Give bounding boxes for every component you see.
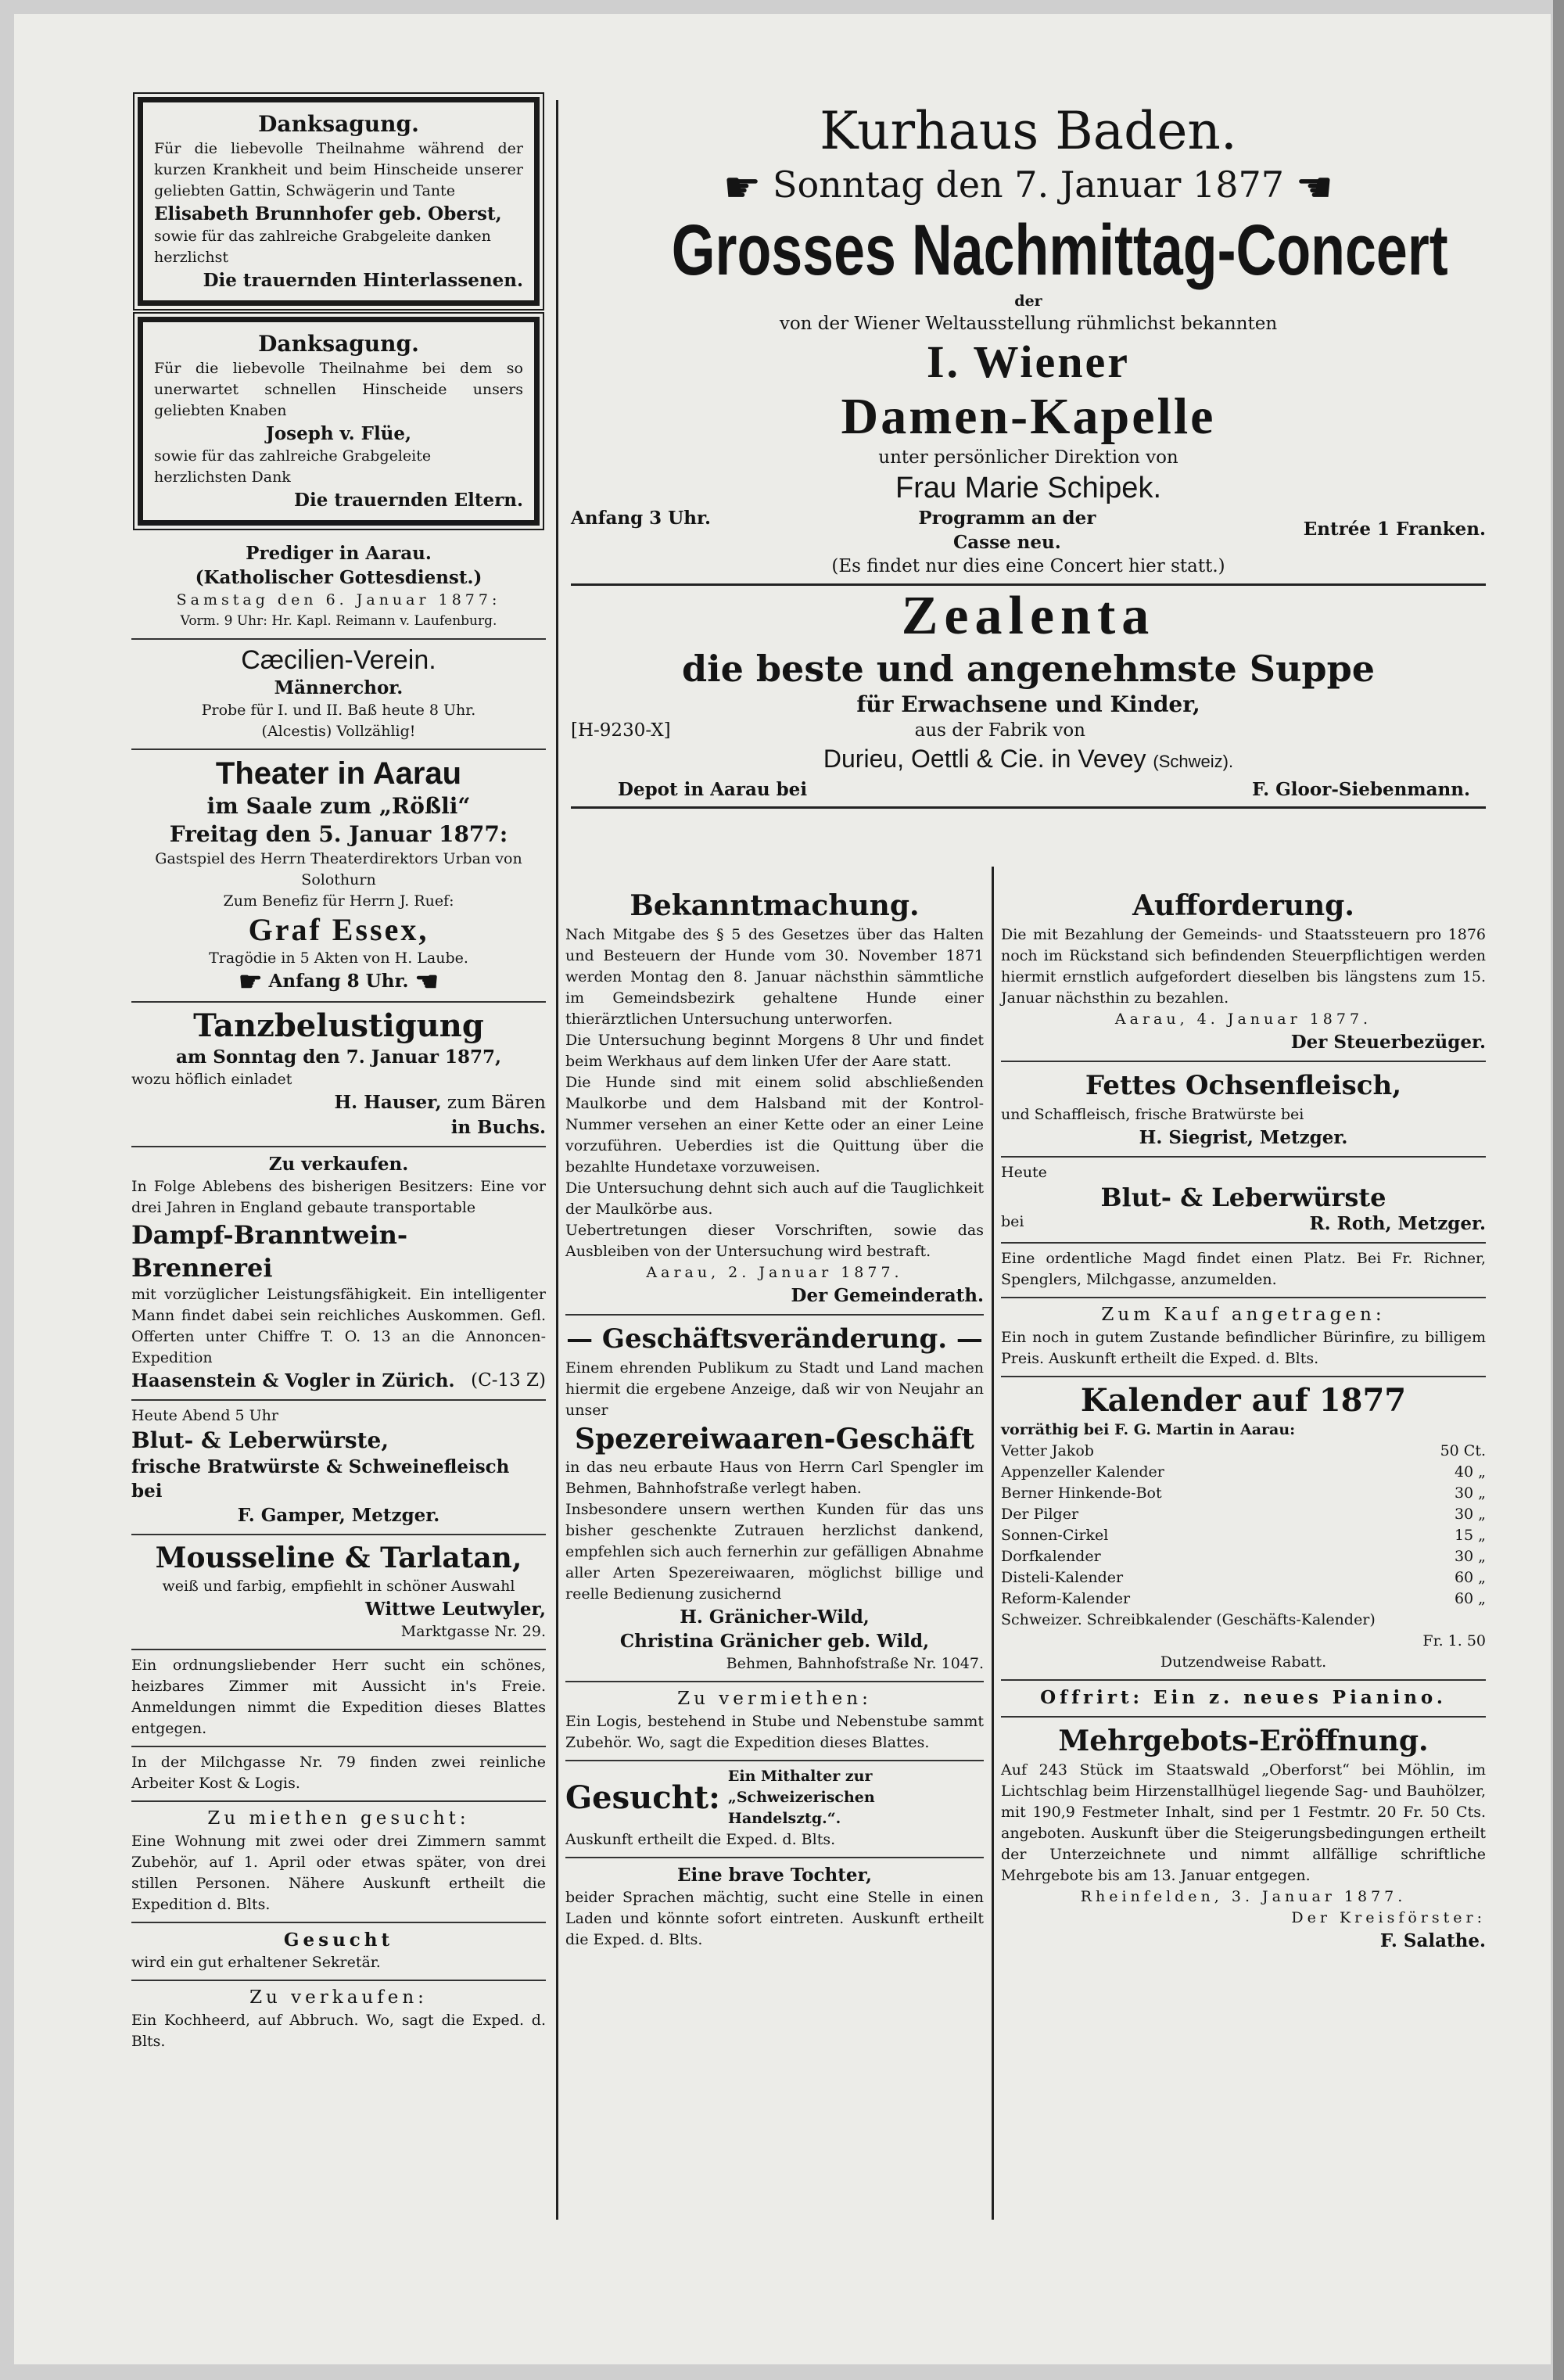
kalender-item-price: 60 „ [1454,1590,1486,1607]
magd-ad: Eine ordentliche Magd findet einen Platz. Bei Fr. Richner, Spenglers, Milchgasse, anzumelden. [1001,1244,1486,1298]
mousseline-title: Mousseline & Tarlatan, [155,1541,522,1574]
kalender-footer: Dutzendweise Rabatt. [1160,1653,1327,1671]
kalender-item-name: Sonnen-Cirkel [1001,1527,1109,1544]
dank2-title: Danksagung. [258,331,419,357]
auff-body: Die mit Bezahlung der Gemeinds- und Staatssteuern pro 1876 noch im Rückstand sich befindenden Steuerpflichtigen werden hiermit ernstlich aufgefordert dieselben bis längstens zum 15. Januar nächsthin zu bezahlen. [1001,926,1486,1007]
kalender-item [1001,1441,1486,1462]
theater-title: Theater in Aarau [215,756,462,791]
verkaufen1-title: Zu verkaufen. [268,1153,409,1175]
dank2-body: Für die liebevolle Theilnahme bei dem so unerwartet schnellen Hinscheide unsers geliebten Knaben [154,360,523,419]
auff-title: Aufforderung. [1132,889,1354,922]
vermiethen-body: Ein Logis, bestehend in Stube und Nebenstube sammt Zubehör. Wo, sagt die Expedition dieses Blattes. [565,1713,984,1751]
concert-entry: Entrée 1 Franken. [1303,519,1486,540]
kalender-item-name: Berner Hinkende-Bot [1001,1484,1162,1502]
kalender-item-name: Reform-Kalender [1001,1590,1131,1607]
dank1-title: Danksagung. [258,111,419,137]
tanz-ad [131,1003,546,1147]
zealenta-line2: für Erwachsene und Kinder, [856,691,1200,717]
fett-title: Fettes Ochsenfleisch, [1085,1070,1402,1101]
right-page-edge [1553,0,1564,2380]
prediger-date: Samstag den 6. Januar 1877: [176,591,501,608]
kalender-item-price: 30 „ [1454,1506,1486,1523]
kalender-item-name: Vetter Jakob [1001,1442,1094,1459]
prediger-sub: (Katholischer Gottesdienst.) [195,567,482,588]
dank1-body: Für die liebevolle Theilnahme während der kurzen Krankheit und beim Hinscheide unserer geliebten Gattin, Schwägerin und Tante [154,140,523,199]
vermiethen-title: Zu vermiethen: [677,1689,872,1709]
kalender-ad [1001,1377,1486,1681]
mousseline-body: weiß und farbig, empfiehlt in schöner Auswahl [162,1577,515,1595]
auff-date: Aarau, 4. Januar 1877. [1114,1011,1372,1028]
bekannt-p4: Die Untersuchung dehnt sich auch auf die Tauglichkeit der Maulkörbe aus. [565,1179,984,1218]
zealenta-maker-loc: (Schweiz). [1153,752,1234,771]
dank1-sign: Die trauernden Hinterlassenen. [203,270,523,291]
concert-der: der [1014,293,1042,310]
concert-director: Frau Marie Schipek. [895,472,1161,504]
prediger-ad [131,537,546,640]
theater-ad [131,750,546,1003]
pointing-hand-left-icon: ☚ [414,966,439,998]
tochter-ad [565,1858,984,1957]
zealenta-line1: die beste und angenehmste Suppe [681,648,1376,690]
verkaufen1-ad [131,1147,546,1401]
kalender-item-price: 40 „ [1454,1463,1486,1481]
geschaeft-body: Einem ehrenden Publikum zu Stadt und Land machen hiermit die ergebene Anzeige, daß wir von Neujahr an unser [565,1359,984,1419]
concert-line2: unter persönlicher Direktion von [878,447,1178,468]
tochter-body: beider Sprachen mächtig, sucht eine Stelle in einen Laden und könnte sofort eintreten. Auskunft ertheilt die Exped. d. Blts. [565,1889,984,1948]
mehr-date: Rheinfelden, 3. Januar 1877. [1080,1888,1407,1905]
kalender-item-price: 50 Ct. [1440,1442,1486,1459]
column-rule-left [556,100,558,2220]
kalender-list [1001,1441,1486,1610]
tochter-title: Eine brave Tochter, [677,1865,872,1886]
theater-date: Freitag den 5. Januar 1877: [169,821,508,847]
kalender-item-price: 30 „ [1454,1548,1486,1565]
mehr-body: Auf 243 Stück im Staatswald „Oberforst“ bei Möhlin, im Lichtschlag beim Hirzenstallhügel liegende Sag- und Bauhölzer, mit 190,9 Festmeter Inhalt, sind per 1 Festmtr. 20 Fr. 50 Cts. angeboten. Auskunft über die Steigerungsbedingungen ertheilt der Unterzeichnete und nimmt allfällige schriftliche Mehrgebote bis am 13. Januar entgegen. [1001,1761,1486,1884]
mousseline-addr: Marktgasse Nr. 29. [400,1622,546,1640]
bekannt-sign: Der Gemeinderath. [791,1285,984,1306]
verkaufen1-firm: Haasenstein & Vogler in Zürich. [131,1369,455,1391]
kalender-item-price: 15 „ [1454,1527,1486,1544]
left-column [131,92,546,2059]
kalender-item-name: Appenzeller Kalender [1001,1463,1164,1481]
verkaufen1-code: (C-13 Z) [471,1369,546,1391]
dank-ad-1 [138,97,540,306]
kalender-line: vorräthig bei F. G. Martin in Aarau: [1001,1421,1296,1438]
fett-sign: H. Siegrist, Metzger. [1139,1127,1348,1148]
column-rule-right [992,867,994,2220]
tanz-line1: am Sonntag den 7. Januar 1877, [176,1046,501,1068]
roth-line1: Heute [1001,1164,1047,1181]
kalender-item-name: Dorfkalender [1001,1548,1101,1565]
gamper-ad [131,1401,546,1535]
bekannt-title: Bekanntmachung. [630,889,920,922]
prediger-title: Prediger in Aarau. [246,543,432,564]
mithalter-body: Ein Mithalter zur „Schweizerischen Handelsztg.“. [727,1768,875,1827]
mehr-sign1: Der Kreisförster: [1291,1909,1486,1926]
dank1-body2: sowie für das zahlreiche Grabgeleite danken herzlichst [154,228,491,266]
verkaufen2-body: Ein Kochheerd, auf Abbruch. Wo, sagt die Exped. d. Blts. [131,2011,546,2050]
dank-ad-2 [138,317,540,526]
dank2-name: Joseph v. Flüe, [265,423,412,444]
zealenta-title: Zealenta [901,586,1156,646]
kost-ad: In der Milchgasse Nr. 79 finden zwei reinliche Arbeiter Kost & Logis. [131,1747,546,1802]
caecilien-ad [131,640,546,750]
geschaeft-ad [565,1316,984,1682]
theater-benefit: Zum Benefiz für Herrn J. Ruef: [223,892,454,910]
theater-line1: Gastspiel des Herrn Theaterdirektors Urban von Solothurn [155,850,522,888]
theater-line2: Tragödie in 5 Akten von H. Laube. [209,949,468,967]
mehr-sign2: F. Salathe. [1379,1930,1486,1951]
concert-program2: Casse neu. [952,532,1061,553]
concert-venue: Kurhaus Baden. [820,101,1237,161]
bekannt-body: Nach Mitgabe des § 5 des Gesetzes über das Halten und Besteuern der Hunde vom 30. November 1871 werden Montag den 8. Januar nächsthin sämmtliche im Gemeindsbezirk gehaltene Hunde einer thierärztlichen Untersuchung unterworfen. [565,926,984,1028]
fett-body: und Schaffleisch, frische Bratwürste bei [1001,1106,1304,1123]
miethen-ad [131,1802,546,1923]
tanz-sign2: zum Bären [447,1092,546,1113]
kalender-item [1001,1588,1486,1610]
gesucht-ad [131,1923,546,1981]
concert-start: Anfang 3 Uhr. [571,508,711,529]
kalender-item [1001,1525,1486,1546]
zealenta-depot: Depot in Aarau bei [618,779,808,800]
theater-start: Anfang 8 Uhr. [268,971,409,992]
mehr-title: Mehrgebots-Eröffnung. [1058,1725,1429,1757]
right-column [1001,882,1486,1959]
zimmer-ad: Ein ordnungsliebender Herr sucht ein schönes, heizbares Zimmer mit Aussicht in's Freie. Anmeldungen nimmt die Expedition dieses Blattes entgegen. [131,1650,546,1747]
theater-sub: im Saale zum „Rößli“ [206,793,471,819]
zealenta-code: [H-9230-X] [571,720,671,741]
bekannt-ad [565,882,984,1316]
mehr-ad [1001,1718,1486,1959]
kalender-item [1001,1546,1486,1567]
zealenta-depot-name: F. Gloor-Siebenmann. [1252,779,1470,800]
fett-ad [1001,1062,1486,1158]
auff-sign: Der Steuerbezüger. [1290,1032,1486,1053]
kauf-title: Zum Kauf angetragen: [1101,1305,1386,1325]
roth-big: Blut- & Leberwürste [1100,1183,1386,1212]
theater-play: Graf Essex, [248,912,429,947]
concert-ad [571,100,1486,809]
verkaufen2-ad [131,1981,546,2059]
kalender-item-price: 30 „ [1454,1484,1486,1502]
kalender-item-price: 60 „ [1454,1569,1486,1586]
pointing-hand-left-icon: ☚ [1295,163,1334,212]
concert-line1: von der Wiener Weltausstellung rühmlichst bekannten [779,314,1278,334]
mithalter-ad [565,1761,984,1858]
mousseline-ad [131,1535,546,1650]
gamper-line1: Heute Abend 5 Uhr [131,1406,278,1424]
verkaufen1-body2: mit vorzüglicher Leistungsfähigkeit. Ein intelligenter Mann findet dabei sein reichliches Auskommen. Gefl. Offerten unter Chiffre T. O. 13 an die Annoncen-Expedition [131,1285,546,1366]
zealenta-line3: aus der Fabrik von [914,720,1085,741]
tanz-sign1: H. Hauser, [334,1091,442,1113]
kalender-extra-price: Fr. 1. 50 [1422,1632,1486,1649]
offrirt-ad: Offrirt: Ein z. neues Pianino. [1001,1681,1486,1718]
kalender-item [1001,1462,1486,1483]
prediger-line: Vorm. 9 Uhr: Hr. Kapl. Reimann v. Laufenburg. [180,613,497,629]
geschaeft-body2: in das neu erbaute Haus von Herrn Carl Spengler im Behmen, Bahnhofstraße verlegt haben. [565,1459,984,1497]
tanz-sign3: in Buchs. [450,1116,546,1138]
roth-sign: R. Roth, Metzger. [1309,1213,1486,1234]
geschaeft-sign1: H. Gränicher-Wild, [680,1606,870,1628]
mithalter-body2: Auskunft ertheilt die Exped. d. Blts. [565,1831,836,1848]
kalender-title: Kalender auf 1877 [1080,1382,1407,1419]
kalender-item [1001,1567,1486,1588]
miethen-title: Zu miethen gesucht: [207,1807,470,1829]
newspaper-page [14,14,1551,2364]
mithalter-big: Gesucht: [565,1779,720,1816]
concert-band1: I. Wiener [926,336,1131,387]
geschaeft-body3: Insbesondere unsern werthen Kunden für das uns bisher geschenkte Zutrauen herzlichst dankend, empfehlen sich auch fernerhin zur gefälligen Abnahme aller Arten Spezereiwaaren, möglichst billige und reelle Bedienung zusichernd [565,1501,984,1603]
bekannt-p5: Uebertretungen dieser Vorschriften, sowie das Ausbleiben von der Untersuchung wird bestraft. [565,1222,984,1260]
caecilien-line3: Vollzählig! [336,723,416,740]
vermiethen-ad [565,1682,984,1761]
dank2-sign: Die trauernden Eltern. [294,490,523,511]
concert-title: Grosses Nachmittag-Concert [671,210,1448,290]
concert-program1: Programm an der [918,508,1096,529]
mousseline-sign: Wittwe Leutwyler, [365,1598,546,1620]
zealenta-ad [571,586,1486,809]
kalender-item [1001,1483,1486,1504]
pointing-hand-right-icon: ☛ [239,966,263,998]
middle-column [565,882,984,1957]
concert-note: (Es findet nur dies eine Concert hier statt.) [571,555,1486,586]
miethen-body: Eine Wohnung mit zwei oder drei Zimmern sammt Zubehör, auf 1. April oder etwas später, von drei stillen Personen. Nähere Auskunft ertheilt die Expedition d. Blts. [131,1832,546,1913]
geschaeft-addr: Behmen, Bahnhofstraße Nr. 1047. [726,1655,984,1672]
caecilien-line1: Probe für I. und II. Baß heute 8 Uhr. [201,702,476,719]
concert-date: Sonntag den 7. Januar 1877 [772,163,1285,206]
zealenta-maker: Durieu, Oettli & Cie. in Vevey [823,745,1146,773]
geschaeft-sign2: Christina Gränicher geb. Wild, [619,1631,930,1652]
kalender-item-name: Der Pilger [1001,1506,1079,1523]
pointing-hand-right-icon: ☛ [723,163,762,212]
dank1-name: Elisabeth Brunnhofer geb. Oberst, [154,203,502,224]
bekannt-date: Aarau, 2. Januar 1877. [646,1264,903,1281]
geschaeft-big: Spezereiwaaren-Geschäft [574,1423,975,1456]
geschaeft-title: — Geschäftsveränderung. — [566,1323,983,1355]
verkaufen1-body: In Folge Ablebens des bisherigen Besitzers: Eine vor drei Jahren in England gebaute transportable [131,1177,546,1216]
kauf-ad [1001,1298,1486,1377]
auff-ad [1001,882,1486,1062]
gamper-line2: Blut- & Leberwürste, [131,1427,389,1453]
dank2-body2: sowie für das zahlreiche Grabgeleite herzlichsten Dank [154,447,432,486]
roth-ad [1001,1158,1486,1244]
tanz-line2: wozu höflich einladet [131,1070,292,1088]
caecilien-title: Cæcilien-Verein. [241,645,436,675]
gamper-sign: F. Gamper, Metzger. [237,1504,440,1526]
caecilien-sub: Männerchor. [274,677,404,698]
concert-band2: Damen-Kapelle [841,388,1216,445]
roth-line2: bei [1001,1213,1024,1230]
tanz-title: Tanzbelustigung [193,1007,484,1044]
gamper-line3: frische Bratwürste & Schweinefleisch bei [131,1456,510,1502]
verkaufen2-title: Zu verkaufen: [249,1987,428,2008]
caecilien-line2: (Alcestis) [261,723,332,740]
bekannt-p3: Die Hunde sind mit einem solid abschließenden Maulkorbe und dem Halsband mit der Kontrol-Nummer versehen an einer Kette oder an einer Leine vorzuführen. Ueberdies ist die Quittung über die bezahlte Hundetaxe vorzuweisen. [565,1074,984,1176]
gesucht-title: Gesucht [283,1929,394,1951]
kalender-extra: Schweizer. Schreibkalender (Geschäfts-Kalender) [1001,1611,1376,1628]
kauf-body: Ein noch in gutem Zustande befindlicher Bürinfire, zu billigem Preis. Auskunft ertheilt die Exped. d. Blts. [1001,1329,1486,1367]
kalender-item-name: Disteli-Kalender [1001,1569,1124,1586]
kalender-item [1001,1504,1486,1525]
verkaufen1-big: Dampf-Branntwein-Brennerei [131,1219,408,1283]
gesucht-body: wird ein gut erhaltener Sekretär. [131,1953,381,1971]
bekannt-p2: Die Untersuchung beginnt Morgens 8 Uhr und findet beim Werkhaus auf dem linken Ufer der Aare statt. [565,1032,984,1070]
